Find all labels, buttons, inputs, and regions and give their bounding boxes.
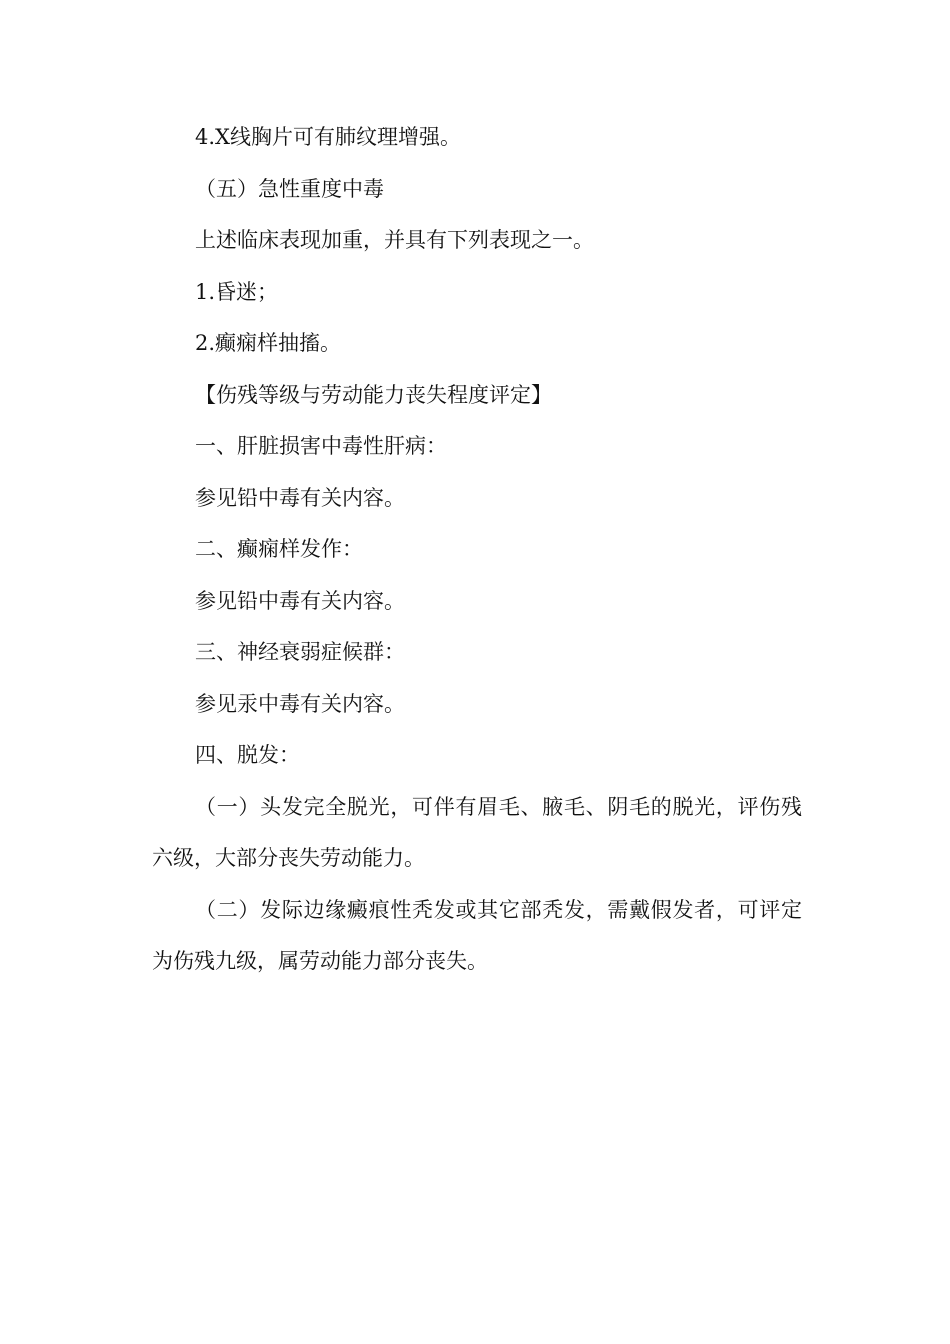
paragraph-severe-poisoning-heading: （五）急性重度中毒 xyxy=(195,176,384,201)
paragraph-partial-hair-loss: （二）发际边缘癜痕性秃发或其它部秃发，需戴假发者，可评定为伤残九级，属劳动能力部分丧失。 xyxy=(152,897,802,973)
item-heading-epileptic-seizure: 二、癫痫样发作： xyxy=(195,537,363,561)
item-heading-neurasthenia: 三、神经衰弱症候群： xyxy=(195,640,405,664)
reference-lead-poisoning-2: 参见铅中毒有关内容。 xyxy=(195,588,405,613)
paragraph-severe-poisoning-intro: 上述临床表现加重，并具有下列表现之一。 xyxy=(195,228,594,252)
section-heading-disability-assessment: 【伤残等级与劳动能力丧失程度评定】 xyxy=(195,382,552,407)
document-body xyxy=(152,112,802,988)
reference-mercury-poisoning: 参见汞中毒有关内容。 xyxy=(195,691,405,716)
item-heading-hair-loss: 四、脱发： xyxy=(195,743,300,767)
reference-lead-poisoning-1: 参见铅中毒有关内容。 xyxy=(195,485,405,510)
paragraph-coma: 1.昏迷； xyxy=(195,279,279,304)
paragraph-seizure: 2.癫痫样抽搐。 xyxy=(195,331,342,355)
paragraph-complete-hair-loss: （一）头发完全脱光，可伴有眉毛、腋毛、阴毛的脱光，评伤残六级，大部分丧失劳动能力。 xyxy=(152,794,802,870)
paragraph-xray-finding: 4.X线胸片可有肺纹理增强。 xyxy=(195,125,461,149)
item-heading-liver-damage: 一、肝脏损害中毒性肝病： xyxy=(195,434,447,458)
